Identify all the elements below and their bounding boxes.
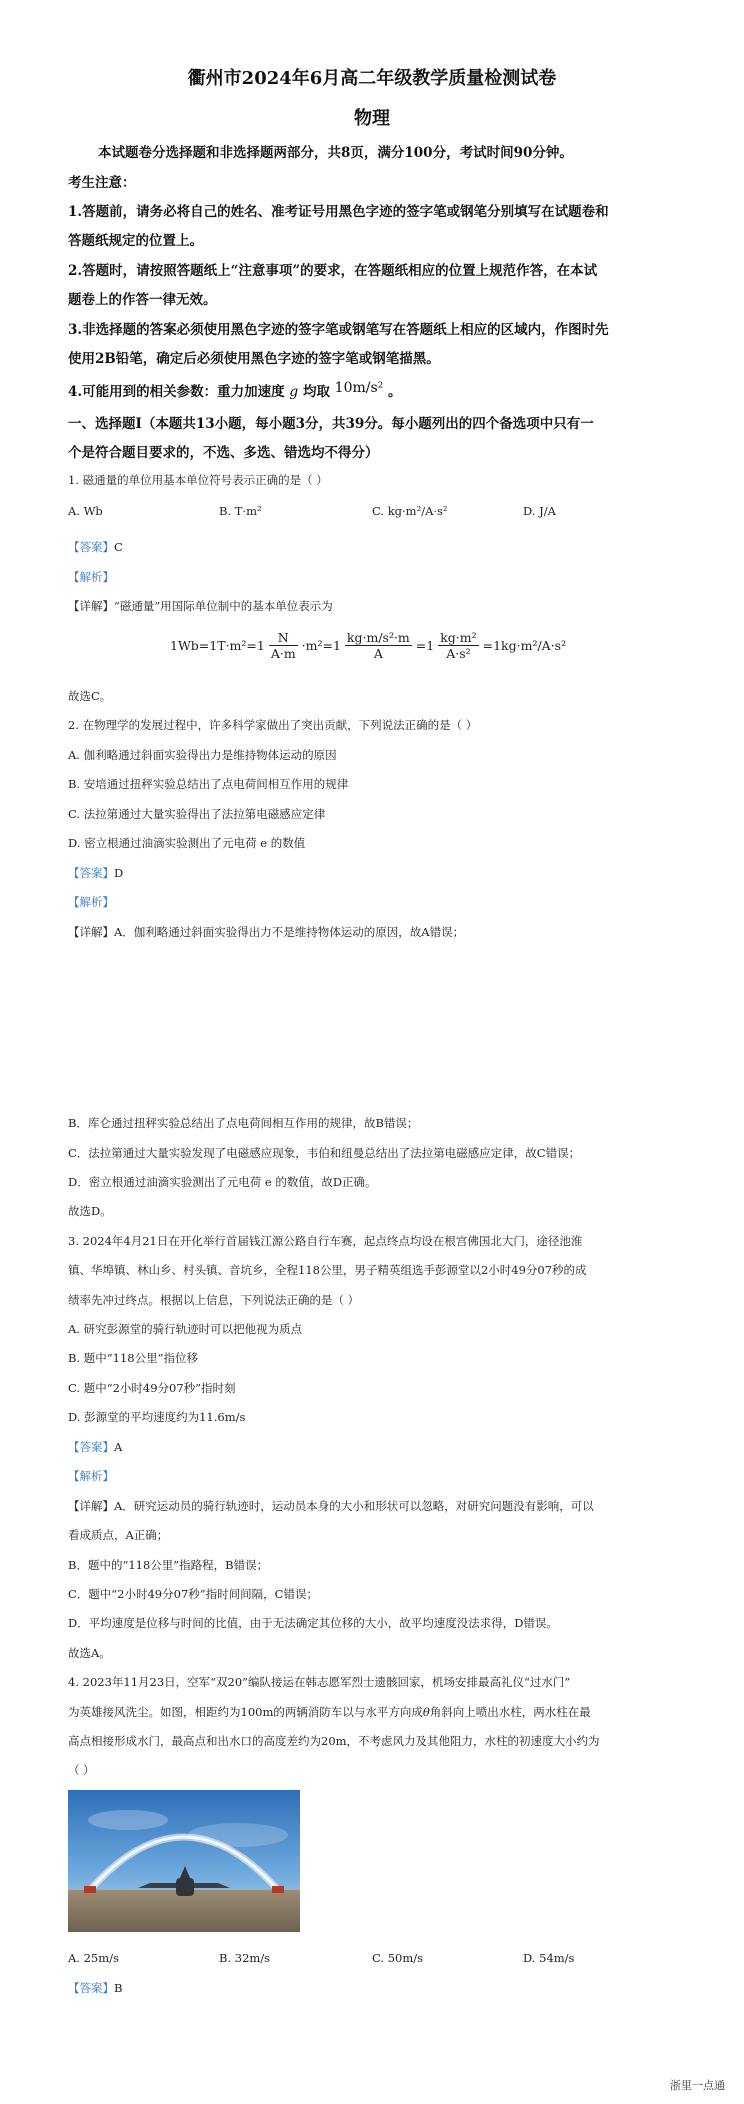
q2-detail-d: D．密立根通过油滴实验测出了元电荷 e 的数值，故D正确。 <box>68 1175 377 1189</box>
q1-formula <box>170 630 566 661</box>
q2-detail-a-text: A．伽利略通过斜面实验得出力不是维持物体运动的原因，故A错误； <box>114 925 465 939</box>
section-1-line-1: 一、选择题Ⅰ（本题共13小题，每小题3分，共39分。每小题列出的四个备选项中只有一 <box>68 416 594 432</box>
footer-watermark: 浙里一点通 <box>670 2079 725 2092</box>
formula-lhs: 1Wb=1T·m²=1 <box>170 638 265 653</box>
q4-option-a: A. 25m/s <box>68 1951 119 1965</box>
fraction-2-num: kg·m/s²·m <box>346 630 410 645</box>
subject-title: 物理 <box>354 108 390 129</box>
answer-label: 【答案】 <box>68 1440 114 1454</box>
q3-analysis-label: 【解析】 <box>68 1469 114 1483</box>
q1-conclusion: 故选C。 <box>68 689 112 703</box>
q2-detail-b: B．库仑通过扭秤实验总结出了点电荷间相互作用的规律，故B错误； <box>68 1116 419 1130</box>
q1-analysis-label: 【解析】 <box>68 570 114 584</box>
fraction-3-num: kg·m² <box>440 630 477 645</box>
q1-option-a: A. Wb <box>68 504 103 518</box>
q2-option-a: A. 伽利略通过斜面实验得出力是维持物体运动的原因 <box>68 748 337 762</box>
runway <box>68 1890 300 1932</box>
note-4-mid: 均取 <box>302 384 330 400</box>
water-salute-photo <box>68 1790 300 1932</box>
fire-truck-right <box>272 1886 284 1893</box>
q2-analysis-label: 【解析】 <box>68 895 114 909</box>
section-1-line-2: 个是符合题目要求的，不选、多选、错选均不得分） <box>68 445 379 461</box>
detail-label: 【详解】 <box>68 1499 114 1513</box>
cloud <box>188 1823 288 1847</box>
q2-answer-value: D <box>114 866 124 880</box>
q4-option-b: B. 32m/s <box>219 1951 271 1965</box>
note-3-line-2: 使用2B铅笔，确定后必须使用黑色字迹的签字笔或钢笔描黑。 <box>68 351 440 367</box>
q4-option-d: D. 54m/s <box>523 1951 575 1965</box>
page-title: 衢州市2024年6月高二年级教学质量检测试卷 <box>187 68 557 89</box>
q2-option-b: B. 安培通过扭秤实验总结出了点电荷间相互作用的规律 <box>68 777 349 791</box>
note-3-line-1: 3.非选择题的答案必须使用黑色字迹的签字笔或钢笔写在答题纸上相应的区域内，作图时先 <box>68 322 609 338</box>
q3-stem-line-3: 绩率先冲过终点。根据以上信息，下列说法正确的是（ ） <box>68 1293 360 1307</box>
fraction-2-den: A <box>373 646 383 661</box>
q3-option-a: A. 研究彭源堂的骑行轨迹时可以把他视为质点 <box>68 1322 303 1336</box>
q3-detail-b: B．题中的“118公里”指路程，B错误； <box>68 1558 269 1572</box>
formula-rhs: =1kg·m²/A·s² <box>482 638 567 653</box>
q1-option-b: B. T·m² <box>219 504 262 518</box>
note-2-line-2: 题卷上的作答一律无效。 <box>68 292 217 308</box>
note-1-line-2: 答题纸规定的位置上。 <box>68 233 203 249</box>
q3-option-b: B. 题中“118公里”指位移 <box>68 1351 198 1365</box>
answer-label: 【答案】 <box>68 1981 114 1995</box>
fraction-1-num: N <box>269 630 298 646</box>
q3-detail-a-line-2: 看成质点，A正确； <box>68 1528 169 1542</box>
q1-answer-value: C <box>114 540 123 554</box>
q3-conclusion: 故选A。 <box>68 1646 111 1660</box>
q3-option-c: C. 题中“2小时49分07秒”指时刻 <box>68 1381 236 1395</box>
q4-stem-line-2a: 为英雄接风洗尘。如图，相距约为100m的两辆消防车以与水平方向成 <box>68 1705 423 1719</box>
aircraft-fuselage <box>176 1878 194 1896</box>
notes-heading: 考生注意： <box>68 175 136 191</box>
formula-fraction-2 <box>345 630 412 661</box>
formula-fraction-3 <box>438 630 478 661</box>
fraction-1-den: A·m <box>270 646 296 661</box>
note-4-value: 10m/s² <box>334 380 384 396</box>
fraction-3-den: A·s² <box>446 646 471 661</box>
note-2-line-1: 2.答题时，请按照答题纸上“注意事项”的要求，在答题纸相应的位置上规范作答，在本试 <box>68 263 598 279</box>
q2-answer <box>68 865 123 881</box>
answer-label: 【答案】 <box>68 540 114 554</box>
note-1-line-1: 1.答题前，请务必将自己的姓名、准考证号用黑色字迹的签字笔或钢笔分别填写在试题卷和 <box>68 204 609 220</box>
q3-detail-d: D．平均速度是位移与时间的比值，由于无法确定其位移的大小，故平均速度没法求得，D错误。 <box>68 1616 558 1630</box>
q1-detail <box>68 598 333 614</box>
answer-label: 【答案】 <box>68 866 114 880</box>
detail-label: 【详解】 <box>68 925 114 939</box>
q3-detail-a1-text: A．研究运动员的骑行轨迹时，运动员本身的大小和形状可以忽略，对研究问题没有影响，可以 <box>114 1499 594 1513</box>
q4-answer <box>68 1980 122 1996</box>
q4-stem-line-1: 4. 2023年11月23日，空军“双20”编队接运在韩志愿军烈士遗骸回家，机场安排最高礼仪“过水门” <box>68 1675 571 1689</box>
q3-detail-a-line-1 <box>68 1498 594 1514</box>
q3-option-d: D. 彭源堂的平均速度约为11.6m/s <box>68 1410 246 1424</box>
note-4-text: 4.可能用到的相关参数：重力加速度 <box>68 384 285 400</box>
q1-detail-text: “磁通量”用国际单位制中的基本单位表示为 <box>114 599 333 613</box>
q4-theta-symbol: θ <box>422 1705 430 1719</box>
q1-option-d: D. J/A <box>523 504 556 518</box>
detail-label: 【详解】 <box>68 599 114 613</box>
formula-fraction-1 <box>269 630 298 661</box>
exam-intro: 本试题卷分选择题和非选择题两部分，共8页，满分100分，考试时间90分钟。 <box>98 145 573 161</box>
fire-truck-left <box>84 1886 96 1893</box>
q3-stem-line-1: 3. 2024年4月21日在开化举行首届钱江源公路自行车赛，起点终点均设在根宫佛国北大门，途径池淮 <box>68 1234 583 1248</box>
q2-option-c: C. 法拉第通过大量实验得出了法拉第电磁感应定律 <box>68 807 326 821</box>
q4-stem-line-3: 高点相接形成水门，最高点和出水口的高度差约为20m，不考虑风力及其他阻力，水柱的初速度大小约为 <box>68 1734 600 1748</box>
q4-answer-value: B <box>114 1981 123 1995</box>
q3-stem-line-2: 镇、华埠镇、林山乡、村头镇、音坑乡，全程118公里，男子精英组选手彭源堂以2小时49分07秒的成 <box>68 1263 587 1277</box>
q3-answer <box>68 1439 122 1455</box>
water-salute-illustration <box>68 1790 300 1932</box>
formula-mid-1: ·m²=1 <box>301 638 341 653</box>
cloud <box>88 1810 168 1830</box>
note-4 <box>68 380 401 400</box>
q1-option-c: C. kg·m²/A·s² <box>372 504 448 518</box>
q4-stem-line-4: （ ） <box>68 1763 95 1777</box>
q1-stem: 1. 磁通量的单位用基本单位符号表示正确的是（ ） <box>68 473 328 487</box>
note-4-end: 。 <box>387 384 402 400</box>
formula-mid-2: =1 <box>415 638 435 653</box>
q2-option-d: D. 密立根通过油滴实验测出了元电荷 e 的数值 <box>68 836 306 850</box>
q3-detail-c: C．题中“2小时49分07秒”指时间间隔，C错误； <box>68 1587 318 1601</box>
q4-stem-line-2 <box>68 1704 591 1720</box>
q2-stem: 2. 在物理学的发展过程中，许多科学家做出了突出贡献，下列说法正确的是（ ） <box>68 718 478 732</box>
q2-detail-c: C．法拉第通过大量实验发现了电磁感应现象，韦伯和纽曼总结出了法拉第电磁感应定律，故C错误； <box>68 1146 581 1160</box>
q2-detail-a <box>68 924 464 940</box>
q4-option-c: C. 50m/s <box>372 1951 424 1965</box>
q3-answer-value: A <box>114 1440 123 1454</box>
note-4-g-symbol: g <box>289 384 299 400</box>
q1-answer <box>68 539 123 555</box>
q2-conclusion: 故选D。 <box>68 1204 112 1218</box>
q4-stem-line-2b: 角斜向上喷出水柱，两水柱在最 <box>429 1705 591 1719</box>
